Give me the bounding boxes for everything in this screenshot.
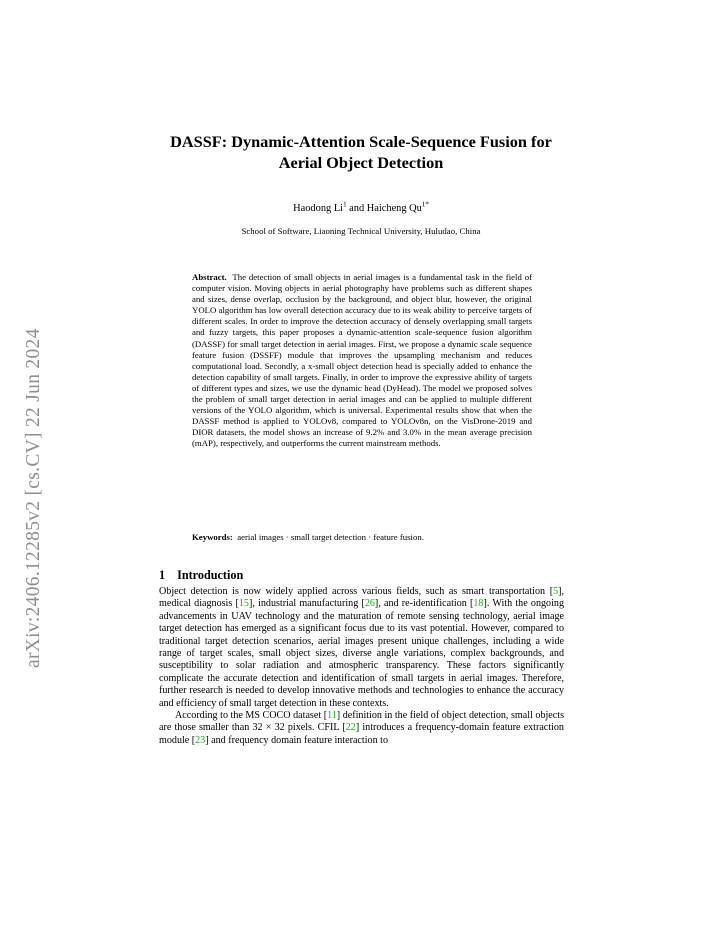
abstract <box>192 272 532 450</box>
citation-link[interactable]: 23 <box>195 734 206 746</box>
paper-title <box>100 131 622 173</box>
author-affiliation-mark: 1 <box>343 200 347 209</box>
section-title: Introduction <box>177 568 244 582</box>
text-run: ] introduces a frequency-domain feature extraction module [ <box>159 722 564 746</box>
arxiv-identifier[interactable]: arXiv:2406.12285v2 [cs.CV] 22 Jun 2024 <box>23 328 44 668</box>
text-run: ], medical diagnosis [ <box>159 586 564 610</box>
text-run: ], industrial manufacturing [ <box>248 598 365 610</box>
abstract-text: The detection of small objects in aerial images is a fundamental task in the field of computer vision. Moving objects in aerial photography have problems such as different shapes and sizes, dense overlap, occlusion by the background, and object blur, however, the original YOLO algorithm has low overall detection accuracy due to its weak ability to perceive targets of different scales. In order to improve the detection accuracy of densely overlapping small targets and fuzzy targets, this paper proposes a dynamic-attention scale-sequence fusion algorithm (DASSF) for small target detection in aerial images. First, we propose a dynamic scale sequence feature fusion (DSSFF) module that improves the upsampling mechanism and reduces computational load. Secondly, a x-small object detection head is specially added to enhance the detection capability of small targets. Finally, in order to improve the expressive ability of targets of different types and sizes, we use the dynamic head (DyHead). The model we proposed solves the problem of small target detection in aerial images and can be applied to multiple different versions of the YOLO algorithm, which is universal. Experimental results show that when the DASSF method is applied to YOLOv8, compared to YOLOv8n, on the VisDrone-2019 and DIOR datasets, the model shows an increase of 9.2% and 3.0% in the mean average precision (mAP), respectively, and outperforms the current mainstream methods. <box>192 272 533 449</box>
section-body <box>159 586 564 747</box>
text-run: ], and re-identification [ <box>374 598 474 610</box>
paragraph <box>159 586 564 710</box>
affiliation: School of Software, Liaoning Technical University, Huludao, China <box>241 226 481 236</box>
author-name: Haodong Li <box>293 203 344 214</box>
title-line-1: DASSF: Dynamic-Attention Scale-Sequence Fusion for <box>170 132 552 151</box>
paragraph <box>159 710 564 747</box>
text-run: ] and frequency domain feature interaction to <box>205 734 388 746</box>
citation-link[interactable]: 18 <box>473 598 484 610</box>
keywords <box>192 532 532 543</box>
text-run: ]. With the ongoing advancements in UAV technology and the maturation of remote sensing technology, aerial image target detection has emerged as a significant focus due to its vast potential. However, compared to traditional target detection scenarios, aerial images present unique challenges, including a wide range of target scales, small object sizes, diverse angle variations, complex backgrounds, and susceptibility to solar radiation and atmospheric transparency. These factors significantly complicate the accurate detection and identification of small targets in aerial images. Therefore, further research is needed to develop innovative methods and technologies to enhance the accuracy and efficiency of small target detection in these contexts. <box>159 598 564 709</box>
keywords-text: aerial images · small target detection · feature fusion. <box>237 532 424 542</box>
citation-link[interactable]: 5 <box>553 586 559 597</box>
title-line-2: Aerial Object Detection <box>278 153 444 172</box>
text-run: ] definition in the field of object detection, small objects are those smaller than 32 × 32 pixels. CFIL [ <box>159 710 565 734</box>
citation-link[interactable]: 11 <box>327 710 337 722</box>
author-separator: and <box>346 203 367 214</box>
author-name: Haicheng Qu <box>366 203 422 214</box>
abstract-label: Abstract. <box>192 272 227 282</box>
keywords-label: Keywords: <box>192 532 233 542</box>
citation-link[interactable]: 22 <box>345 722 356 734</box>
authors <box>100 202 622 215</box>
section-number: 1 <box>159 568 166 582</box>
section-heading <box>159 568 243 582</box>
author-affiliation-mark: 1* <box>421 200 429 209</box>
text-run: According to the MS COCO dataset [ <box>175 710 328 722</box>
text-run: Object detection is now widely applied across various fields, such as smart transportation [ <box>159 586 554 597</box>
citation-link[interactable]: 15 <box>238 598 249 610</box>
citation-link[interactable]: 26 <box>364 598 375 610</box>
